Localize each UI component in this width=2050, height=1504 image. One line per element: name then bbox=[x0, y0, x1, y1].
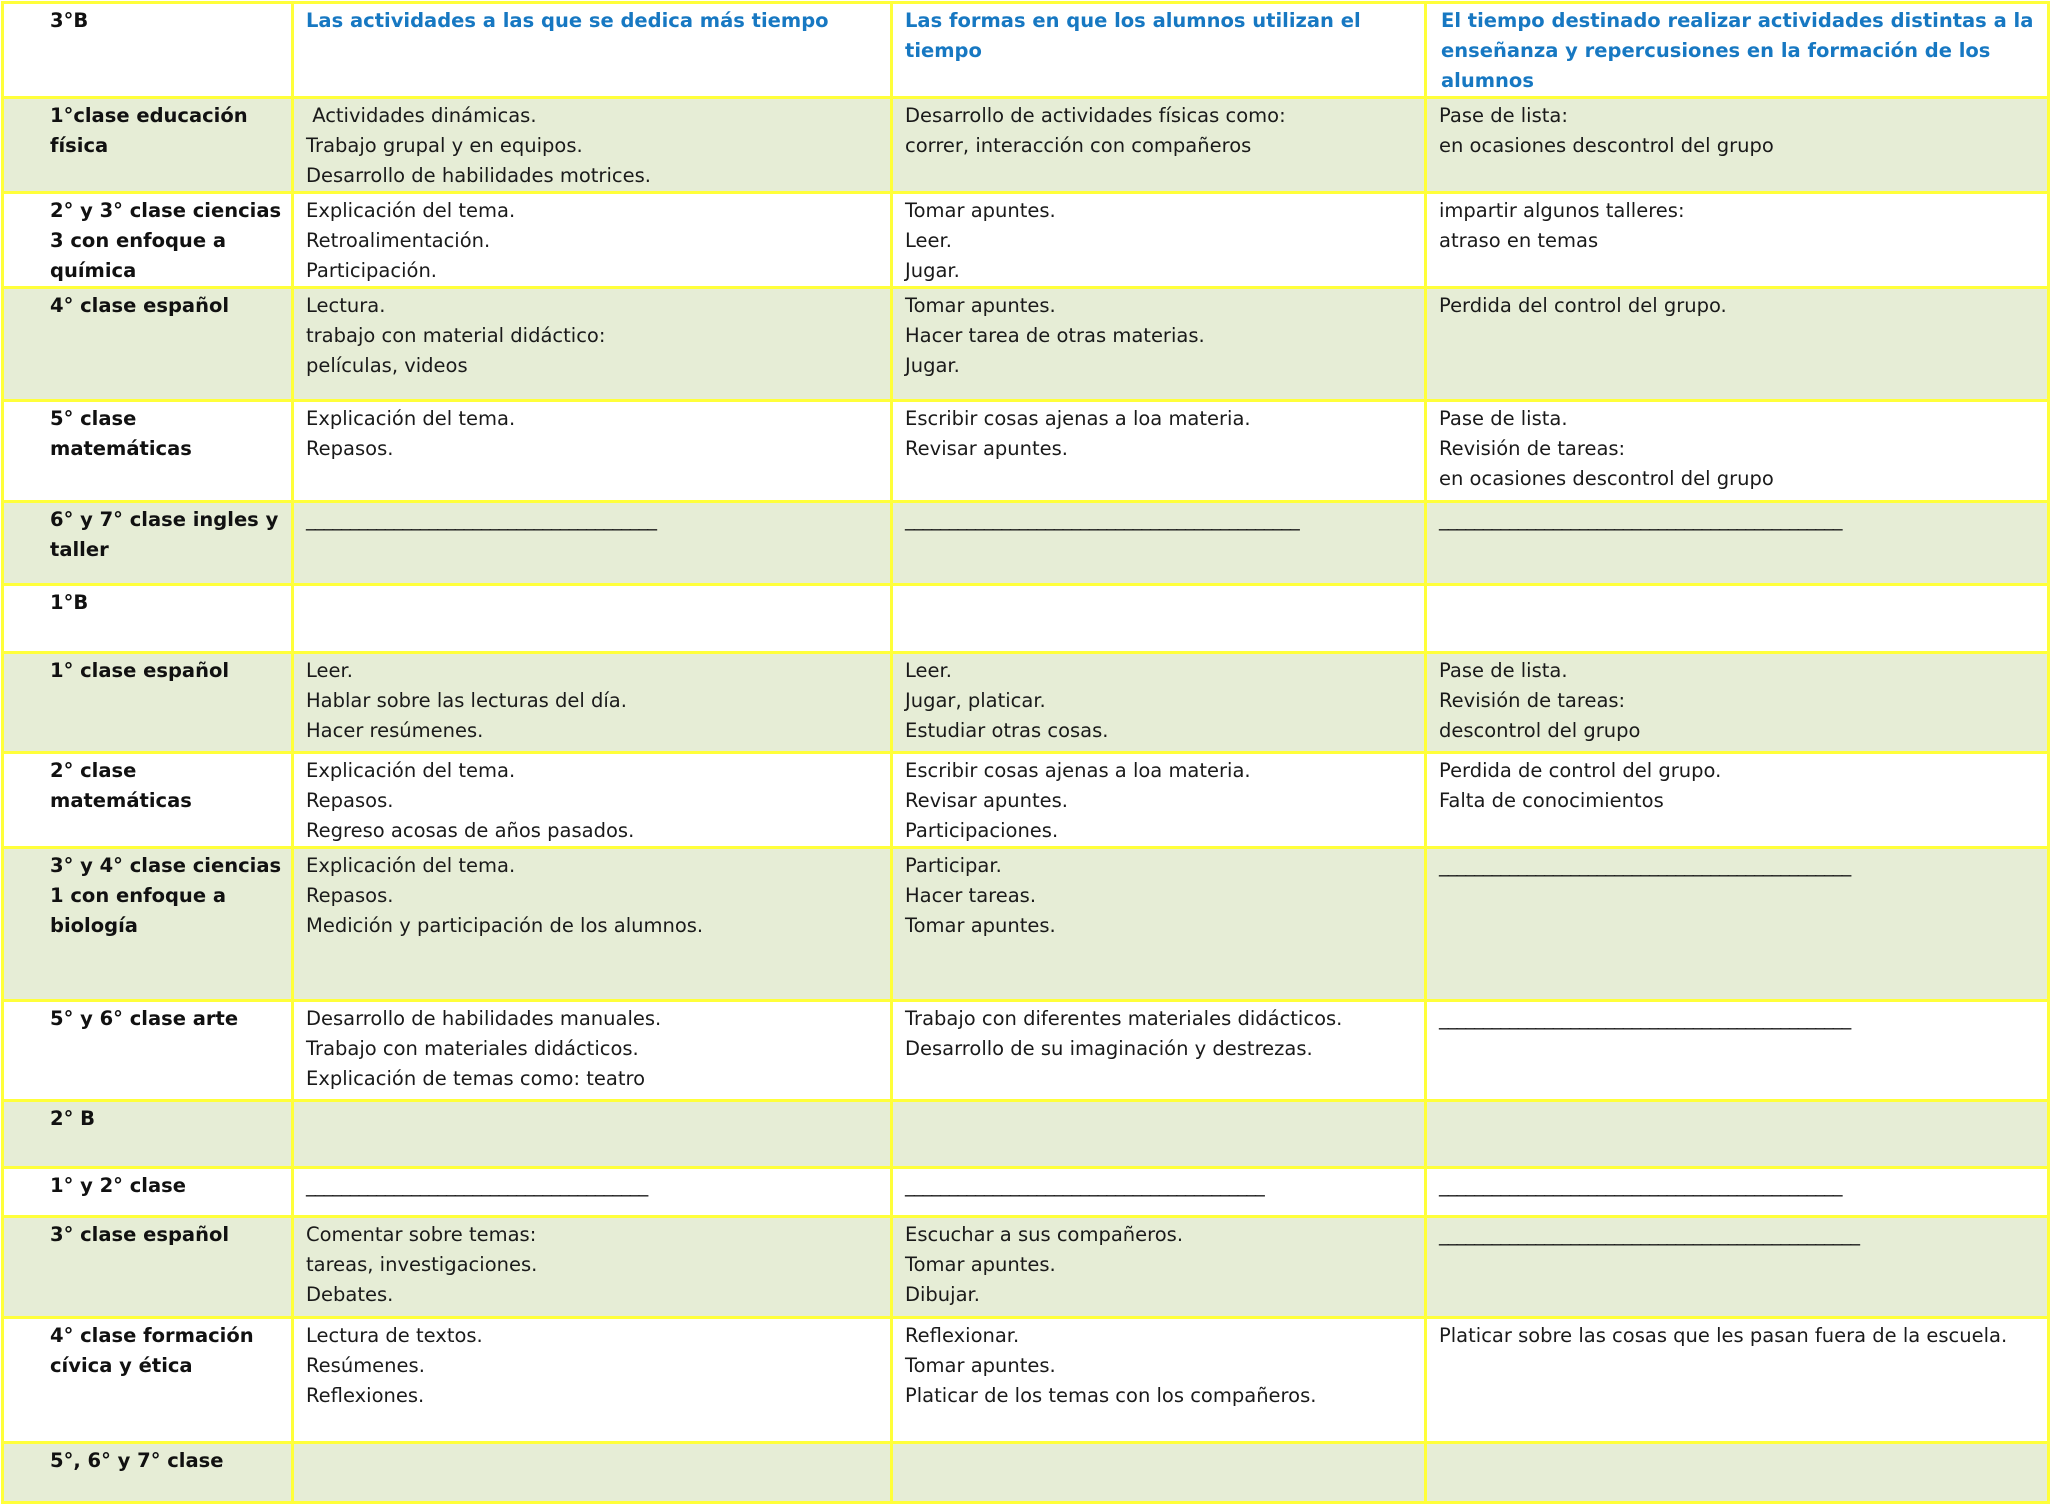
uses-cell bbox=[892, 1101, 1426, 1168]
class-label: 2° clase matemáticas bbox=[3, 753, 293, 848]
cell-line: Estudiar otras cosas. bbox=[905, 719, 1109, 742]
other-time-cell bbox=[1426, 288, 2049, 401]
cell-line: Leer. bbox=[905, 229, 952, 252]
uses-cell bbox=[892, 1443, 1426, 1503]
other-time-cell bbox=[1426, 1318, 2049, 1443]
cell-line: Revisar apuntes. bbox=[905, 789, 1068, 812]
cell-line: impartir algunos talleres: bbox=[1439, 199, 1685, 222]
other-time-cell bbox=[1426, 98, 2049, 193]
blank-line: _____________________________________________ bbox=[905, 508, 1299, 531]
other-time-cell bbox=[1426, 1001, 2049, 1101]
cell-line: Repasos. bbox=[306, 789, 394, 812]
cell-line: Medición y participación de los alumnos. bbox=[306, 914, 704, 937]
class-label: 4° clase formación cívica y ética bbox=[3, 1318, 293, 1443]
cell-line: Jugar. bbox=[905, 259, 960, 282]
uses-cell bbox=[892, 1318, 1426, 1443]
cell-line: Participar. bbox=[905, 854, 1002, 877]
uses-cell bbox=[892, 288, 1426, 401]
table-row bbox=[3, 1217, 2049, 1318]
other-time-cell bbox=[1426, 585, 2049, 653]
cell-line: Explicación del tema. bbox=[306, 407, 516, 430]
blank-line: ________________________________________ bbox=[306, 508, 656, 531]
cell-line: Desarrollo de actividades físicas como: bbox=[905, 104, 1286, 127]
uses-cell bbox=[892, 1168, 1426, 1217]
cell-line: en ocasiones descontrol del grupo bbox=[1439, 467, 1774, 490]
cell-line: Hacer tarea de otras materias. bbox=[905, 324, 1205, 347]
table-row bbox=[3, 1168, 2049, 1217]
cell-line: atraso en temas bbox=[1439, 229, 1599, 252]
cell-line: Participaciones. bbox=[905, 819, 1059, 842]
cell-line: Desarrollo de habilidades motrices. bbox=[306, 164, 651, 187]
cell-line: Retroalimentación. bbox=[306, 229, 491, 252]
activities-cell bbox=[293, 288, 892, 401]
cell-line: Explicación de temas como: teatro bbox=[306, 1067, 645, 1090]
class-label: 5° y 6° clase arte bbox=[3, 1001, 293, 1101]
class-label: 3° clase español bbox=[3, 1217, 293, 1318]
uses-cell bbox=[892, 848, 1426, 1001]
cell-line: Pase de lista. bbox=[1439, 407, 1568, 430]
cell-line: Jugar, platicar. bbox=[905, 689, 1046, 712]
cell-line: Repasos. bbox=[306, 884, 394, 907]
uses-cell bbox=[892, 98, 1426, 193]
cell-line: Tomar apuntes. bbox=[905, 199, 1056, 222]
uses-cell bbox=[892, 502, 1426, 585]
activities-cell bbox=[293, 98, 892, 193]
class-label: 3° y 4° clase ciencias 1 con enfoque a biología bbox=[3, 848, 293, 1001]
class-label: 1° clase español bbox=[3, 653, 293, 753]
class-label: 1° y 2° clase bbox=[3, 1168, 293, 1217]
table-row bbox=[3, 753, 2049, 848]
header-row bbox=[3, 3, 2049, 98]
observation-table bbox=[1, 1, 2050, 1504]
cell-line: Platicar sobre las cosas que les pasan fuera de la escuela. bbox=[1439, 1324, 2008, 1347]
uses-cell bbox=[892, 653, 1426, 753]
cell-line: Leer. bbox=[306, 659, 353, 682]
blank-line: _______________________________________________ bbox=[1439, 1007, 1851, 1030]
activities-cell bbox=[293, 1217, 892, 1318]
other-time-cell bbox=[1426, 1217, 2049, 1318]
table-row bbox=[3, 1443, 2049, 1503]
cell-line: Debates. bbox=[306, 1283, 394, 1306]
group-1b-row bbox=[3, 585, 2049, 653]
other-time-cell bbox=[1426, 1101, 2049, 1168]
class-label: 6° y 7° clase ingles y taller bbox=[3, 502, 293, 585]
blank-line: _______________________________________________ bbox=[1439, 854, 1851, 877]
table-row bbox=[3, 502, 2049, 585]
uses-cell bbox=[892, 401, 1426, 502]
class-label: 2° y 3° clase ciencias 3 con enfoque a química bbox=[3, 193, 293, 288]
cell-line: Repasos. bbox=[306, 437, 394, 460]
cell-line: Explicación del tema. bbox=[306, 759, 516, 782]
activities-cell bbox=[293, 1318, 892, 1443]
blank-line: _________________________________________ bbox=[905, 1174, 1264, 1197]
table-row bbox=[3, 193, 2049, 288]
activities-cell bbox=[293, 753, 892, 848]
activities-cell bbox=[293, 653, 892, 753]
cell-line: Jugar. bbox=[905, 354, 960, 377]
other-time-cell bbox=[1426, 1168, 2049, 1217]
group-label: 1°B bbox=[3, 585, 293, 653]
cell-line: Pase de lista: bbox=[1439, 104, 1568, 127]
cell-line: Tomar apuntes. bbox=[905, 1354, 1056, 1377]
cell-line: Platicar de los temas con los compañeros. bbox=[905, 1384, 1317, 1407]
cell-line: Tomar apuntes. bbox=[905, 914, 1056, 937]
cell-line: Hacer resúmenes. bbox=[306, 719, 484, 742]
other-time-cell bbox=[1426, 653, 2049, 753]
cell-line: en ocasiones descontrol del grupo bbox=[1439, 134, 1774, 157]
cell-line: Reflexiones. bbox=[306, 1384, 425, 1407]
cell-line: Explicación del tema. bbox=[306, 199, 516, 222]
group-2b-row bbox=[3, 1101, 2049, 1168]
cell-line: Resúmenes. bbox=[306, 1354, 425, 1377]
cell-line: Revisión de tareas: bbox=[1439, 689, 1626, 712]
cell-line: Escribir cosas ajenas a loa materia. bbox=[905, 407, 1251, 430]
header-other-time: El tiempo destinado realizar actividades distintas a la enseñanza y repercusiones en la formación de los alumnos bbox=[1426, 3, 2049, 98]
table-row bbox=[3, 1001, 2049, 1101]
blank-line: ______________________________________________ bbox=[1439, 508, 1842, 531]
class-label: 5°, 6° y 7° clase bbox=[3, 1443, 293, 1503]
cell-line: Dibujar. bbox=[905, 1283, 980, 1306]
uses-cell bbox=[892, 193, 1426, 288]
table-row bbox=[3, 653, 2049, 753]
blank-line: _______________________________________ bbox=[306, 1174, 648, 1197]
cell-line: Comentar sobre temas: bbox=[306, 1223, 537, 1246]
cell-line: descontrol del grupo bbox=[1439, 719, 1641, 742]
table-row bbox=[3, 98, 2049, 193]
other-time-cell bbox=[1426, 193, 2049, 288]
cell-line: Tomar apuntes. bbox=[905, 1253, 1056, 1276]
header-group-label: 3°B bbox=[3, 3, 293, 98]
cell-line: tareas, investigaciones. bbox=[306, 1253, 538, 1276]
table-row bbox=[3, 401, 2049, 502]
cell-line: Revisión de tareas: bbox=[1439, 437, 1626, 460]
cell-line: Trabajo con diferentes materiales didácticos. bbox=[905, 1007, 1343, 1030]
class-label: 5° clase matemáticas bbox=[3, 401, 293, 502]
cell-line: Hacer tareas. bbox=[905, 884, 1037, 907]
cell-line: Participación. bbox=[306, 259, 438, 282]
activities-cell bbox=[293, 1101, 892, 1168]
other-time-cell bbox=[1426, 753, 2049, 848]
cell-line: Escribir cosas ajenas a loa materia. bbox=[905, 759, 1251, 782]
other-time-cell bbox=[1426, 401, 2049, 502]
class-label: 4° clase español bbox=[3, 288, 293, 401]
activities-cell bbox=[293, 502, 892, 585]
other-time-cell bbox=[1426, 1443, 2049, 1503]
activities-cell bbox=[293, 1443, 892, 1503]
cell-line: correr, interacción con compañeros bbox=[905, 134, 1252, 157]
other-time-cell bbox=[1426, 502, 2049, 585]
uses-cell bbox=[892, 753, 1426, 848]
cell-line: Hablar sobre las lecturas del día. bbox=[306, 689, 627, 712]
cell-line: Actividades dinámicas. bbox=[306, 104, 537, 127]
cell-line: Regreso acosas de años pasados. bbox=[306, 819, 635, 842]
activities-cell bbox=[293, 848, 892, 1001]
cell-line: Trabajo con materiales didácticos. bbox=[306, 1037, 639, 1060]
group-label: 2° B bbox=[3, 1101, 293, 1168]
cell-line: Pase de lista. bbox=[1439, 659, 1568, 682]
cell-line: Desarrollo de habilidades manuales. bbox=[306, 1007, 662, 1030]
cell-line: Lectura de textos. bbox=[306, 1324, 483, 1347]
table-row bbox=[3, 288, 2049, 401]
cell-line: Reflexionar. bbox=[905, 1324, 1020, 1347]
uses-cell bbox=[892, 1001, 1426, 1101]
activities-cell bbox=[293, 1001, 892, 1101]
cell-line: Perdida de control del grupo. bbox=[1439, 759, 1722, 782]
cell-line: Leer. bbox=[905, 659, 952, 682]
activities-cell bbox=[293, 193, 892, 288]
table-row bbox=[3, 1318, 2049, 1443]
cell-line: Desarrollo de su imaginación y destrezas. bbox=[905, 1037, 1313, 1060]
cell-line: Perdida del control del grupo. bbox=[1439, 294, 1727, 317]
cell-line: Explicación del tema. bbox=[306, 854, 516, 877]
uses-cell bbox=[892, 585, 1426, 653]
class-label: 1°clase educación física bbox=[3, 98, 293, 193]
cell-line: películas, videos bbox=[306, 354, 468, 377]
cell-line: Trabajo grupal y en equipos. bbox=[306, 134, 583, 157]
other-time-cell bbox=[1426, 848, 2049, 1001]
activities-cell bbox=[293, 585, 892, 653]
uses-cell bbox=[892, 1217, 1426, 1318]
activities-cell bbox=[293, 1168, 892, 1217]
cell-line: Escuchar a sus compañeros. bbox=[905, 1223, 1184, 1246]
blank-line: ______________________________________________ bbox=[1439, 1174, 1842, 1197]
header-uses: Las formas en que los alumnos utilizan el tiempo bbox=[892, 3, 1426, 98]
table-row bbox=[3, 848, 2049, 1001]
cell-line: Falta de conocimientos bbox=[1439, 789, 1664, 812]
cell-line: trabajo con material didáctico: bbox=[306, 324, 606, 347]
header-activities: Las actividades a las que se dedica más tiempo bbox=[293, 3, 892, 98]
cell-line: Revisar apuntes. bbox=[905, 437, 1068, 460]
activities-cell bbox=[293, 401, 892, 502]
cell-line: Lectura. bbox=[306, 294, 386, 317]
blank-line: ________________________________________________ bbox=[1439, 1223, 1859, 1246]
cell-line: Tomar apuntes. bbox=[905, 294, 1056, 317]
